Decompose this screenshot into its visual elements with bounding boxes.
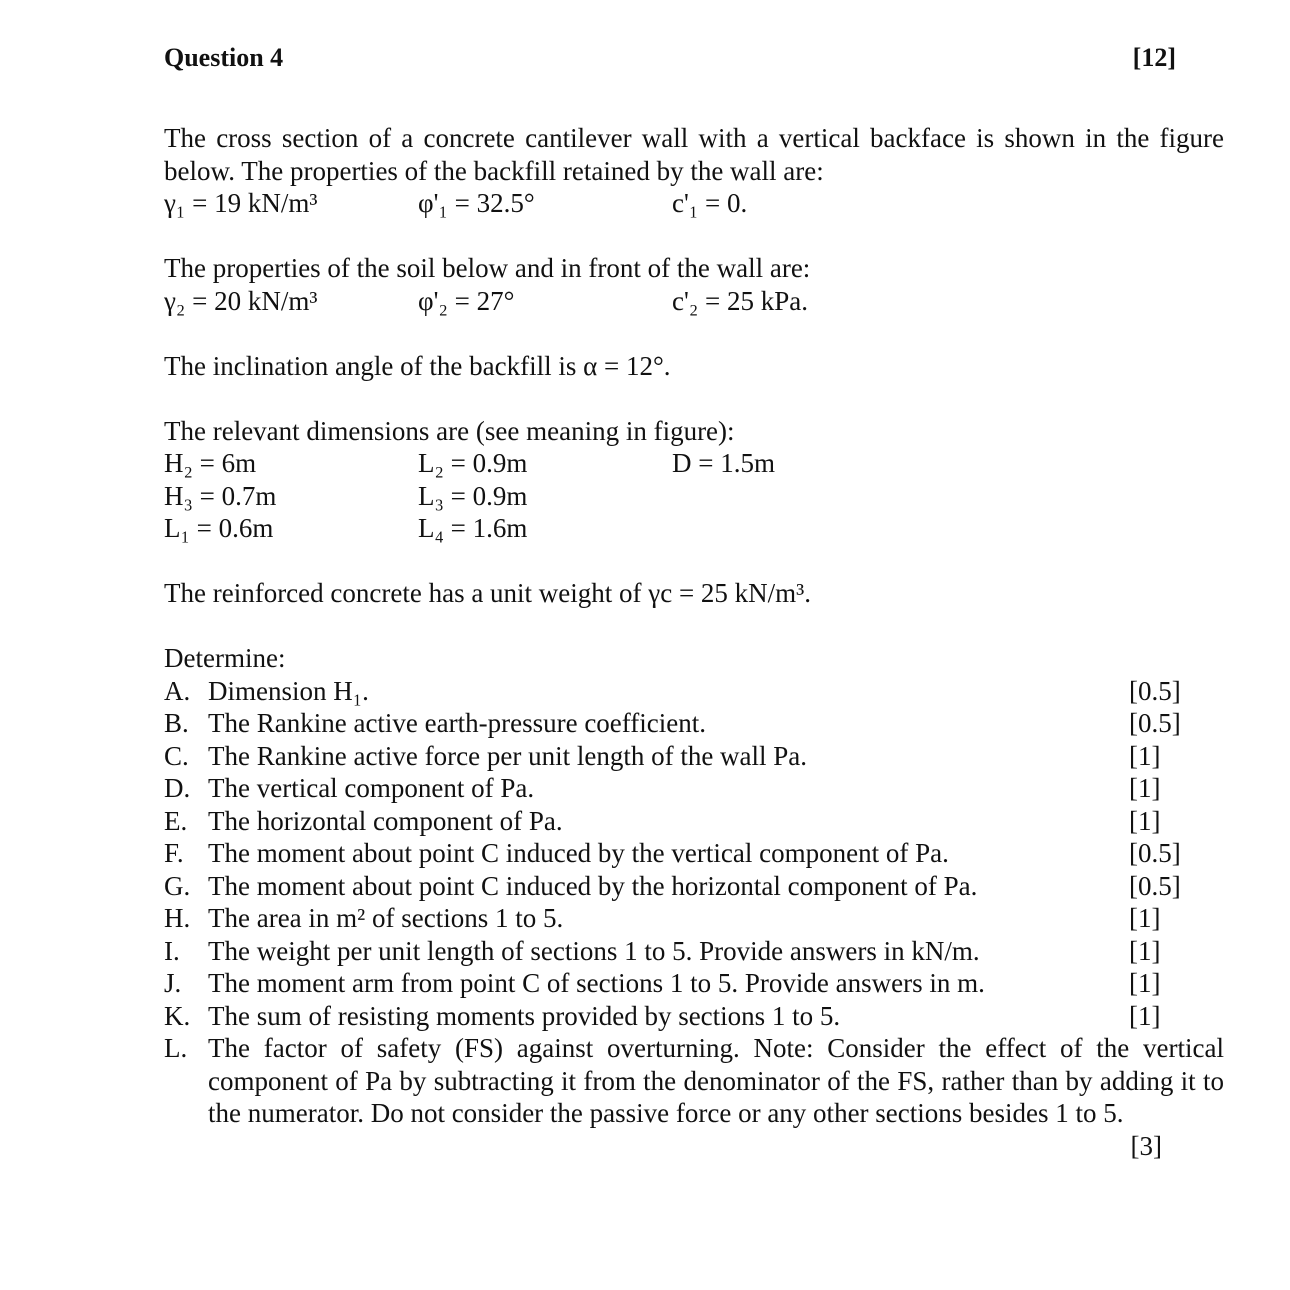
item-text: The vertical component of Pa.: [208, 773, 535, 803]
question-header: [164, 38, 1224, 78]
item-text: The moment about point C induced by the horizontal component of Pa.: [208, 870, 978, 901]
dimensions-heading: The relevant dimensions are (see meaning in figure):: [164, 415, 735, 446]
item-mark: [3]: [1130, 1130, 1162, 1161]
item-letter: B.: [164, 708, 189, 738]
backfill-phi: φ'₁ = 32.5°: [418, 188, 535, 218]
item-letter: K.: [164, 1000, 191, 1031]
dimension-h3: H₃ = 0.7m: [164, 480, 277, 511]
list-item: [164, 675, 1224, 708]
item-letter: J.: [164, 968, 182, 998]
determine-list: [164, 675, 1224, 1033]
item-text: Dimension H₁.: [208, 675, 369, 706]
item-text: The moment arm from point C of sections 1 to 5. Provide answers in m.: [208, 968, 985, 998]
item-mark: [1]: [1129, 903, 1161, 933]
soil-properties: [164, 285, 1224, 318]
question-total-marks: [12]: [1132, 43, 1176, 72]
item-mark: [0.5]: [1129, 870, 1181, 901]
item-mark: [0.5]: [1129, 675, 1181, 706]
item-text: The sum of resisting moments provided by sections 1 to 5.: [208, 1000, 841, 1031]
item-mark: [1]: [1129, 773, 1161, 803]
dimension-l4: L₄ = 1.6m: [418, 513, 528, 543]
inclination-text: The inclination angle of the backfill is α = 12°.: [164, 350, 671, 381]
backfill-cohesion: c'₁ = 0.: [672, 188, 748, 218]
determine-heading: Determine:: [164, 643, 286, 673]
dimensions-row-2: [164, 480, 1224, 513]
item-mark: [1]: [1129, 935, 1161, 966]
list-item: [164, 935, 1224, 968]
list-item-last: [164, 1032, 1224, 1130]
item-letter: D.: [164, 773, 191, 803]
intro-paragraph: The cross section of a concrete cantilever wall with a vertical backface is shown in the figure below. The properties of the backfill retained by the wall are:: [164, 123, 1224, 186]
list-item: [164, 707, 1224, 740]
item-letter: A.: [164, 675, 191, 706]
item-mark: [0.5]: [1129, 838, 1181, 868]
item-text: The area in m² of sections 1 to 5.: [208, 903, 564, 933]
backfill-gamma: γ₁ = 19 kN/m³: [164, 188, 318, 218]
item-text: The Rankine active earth-pressure coefficient.: [208, 708, 707, 738]
item-mark: [1]: [1129, 740, 1161, 771]
dimension-l1: L₁ = 0.6m: [164, 513, 274, 543]
item-text: The factor of safety (FS) against overturning. Note: Consider the effect of the vertical component of Pa by subtracting it from the denominator of the FS, rather than by adding it to the numerator. Do not consider the passive force or any other sections besides 1 to 5.: [208, 1033, 1224, 1128]
list-item: [164, 902, 1224, 935]
item-text: The Rankine active force per unit length of the wall Pa.: [208, 740, 808, 771]
list-item: [164, 805, 1224, 838]
dimensions-row-1: [164, 447, 1224, 480]
list-item: [164, 967, 1224, 1000]
question-title: Question 4: [164, 43, 284, 72]
soil-heading: The properties of the soil below and in front of the wall are:: [164, 253, 811, 283]
list-item: [164, 772, 1224, 805]
dimensions-row-3: [164, 512, 1224, 545]
item-letter: G.: [164, 870, 191, 901]
item-text: The horizontal component of Pa.: [208, 805, 563, 836]
item-text: The moment about point C induced by the vertical component of Pa.: [208, 838, 949, 868]
item-mark: [1]: [1129, 1000, 1161, 1031]
item-mark: [0.5]: [1129, 708, 1181, 738]
dimension-l2: L₂ = 0.9m: [418, 448, 528, 478]
item-letter: H.: [164, 903, 191, 933]
list-item: [164, 837, 1224, 870]
backfill-properties: [164, 187, 1224, 220]
list-item: [164, 740, 1224, 773]
soil-gamma: γ₂ = 20 kN/m³: [164, 285, 318, 316]
dimension-d: D = 1.5m: [672, 448, 775, 478]
dimension-l3: L₃ = 0.9m: [418, 480, 528, 511]
question-page: [164, 38, 1224, 1162]
concrete-weight-text: The reinforced concrete has a unit weight of γc = 25 kN/m³.: [164, 578, 812, 608]
list-item: [164, 1000, 1224, 1033]
list-item: [164, 870, 1224, 903]
item-letter: I.: [164, 935, 180, 966]
item-letter: C.: [164, 740, 189, 771]
item-mark: [1]: [1129, 805, 1161, 836]
soil-phi: φ'₂ = 27°: [418, 285, 515, 316]
item-letter: E.: [164, 805, 188, 836]
item-letter: L.: [164, 1033, 188, 1063]
dimension-h2: H₂ = 6m: [164, 448, 257, 478]
item-letter: F.: [164, 838, 184, 868]
item-mark: [1]: [1129, 968, 1161, 998]
soil-cohesion: c'₂ = 25 kPa.: [672, 285, 808, 316]
item-text: The weight per unit length of sections 1 to 5. Provide answers in kN/m.: [208, 935, 980, 966]
